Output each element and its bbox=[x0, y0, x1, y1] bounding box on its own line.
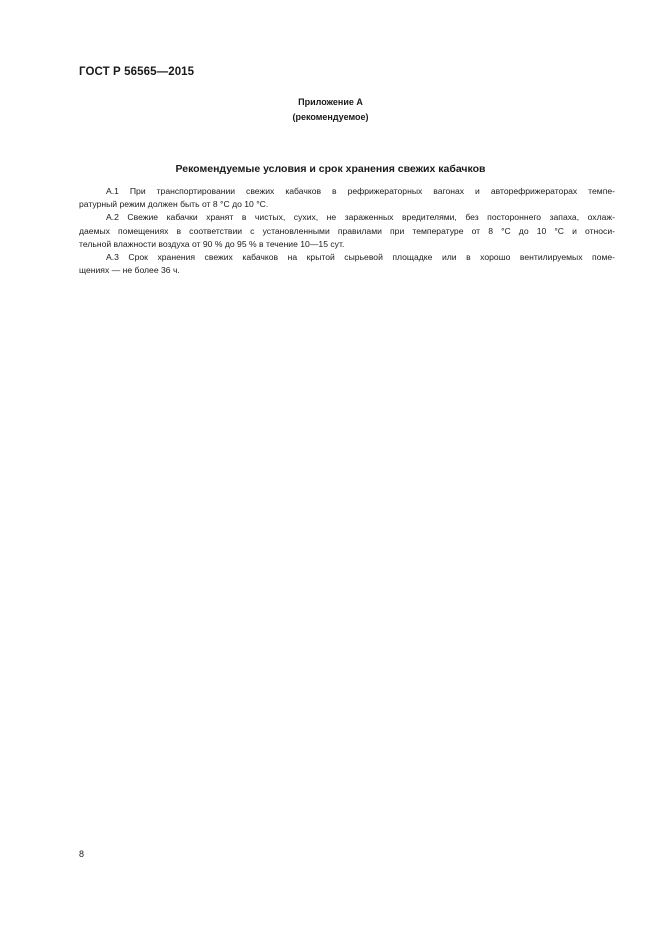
annex-status: (рекомендуемое) bbox=[292, 112, 369, 122]
paragraph-line: А.3 Срок хранения свежих кабачков на крытой сырьевой площадке или в хорошо вентилируемых поме- bbox=[106, 252, 615, 263]
paragraph-line: А.1 При транспортировании свежих кабачков в рефрижераторных вагонах и авторефрижераторах темпе- bbox=[106, 186, 615, 196]
page-number: 8 bbox=[79, 849, 85, 859]
paragraph-a2 bbox=[79, 211, 615, 251]
paragraph-line: А.2 Свежие кабачки хранят в чистых, сухих, не зараженных вредителями, без постороннего запаха, охлаж- bbox=[106, 212, 615, 223]
paragraph-line: ратурный режим должен быть от 8 °С до 10 °С. bbox=[79, 199, 269, 210]
paragraph-line: тельной влажности воздуха от 90 % до 95 % в течение 10—15 сут. bbox=[79, 238, 345, 249]
paragraph-line: даемых помещениях в соответствии с установленными правилами при температуре от 8 °С до 10 °С и относи- bbox=[79, 225, 615, 236]
annex-title: Приложение А bbox=[298, 97, 363, 107]
section-heading: Рекомендуемые условия и срок хранения свежих кабачков bbox=[175, 163, 486, 175]
document-code: ГОСТ Р 56565—2015 bbox=[79, 66, 195, 78]
body-text bbox=[79, 185, 615, 277]
paragraph-line: щениях — не более 36 ч. bbox=[79, 265, 180, 276]
paragraph-a3 bbox=[79, 251, 615, 277]
paragraph-a1 bbox=[79, 185, 615, 211]
